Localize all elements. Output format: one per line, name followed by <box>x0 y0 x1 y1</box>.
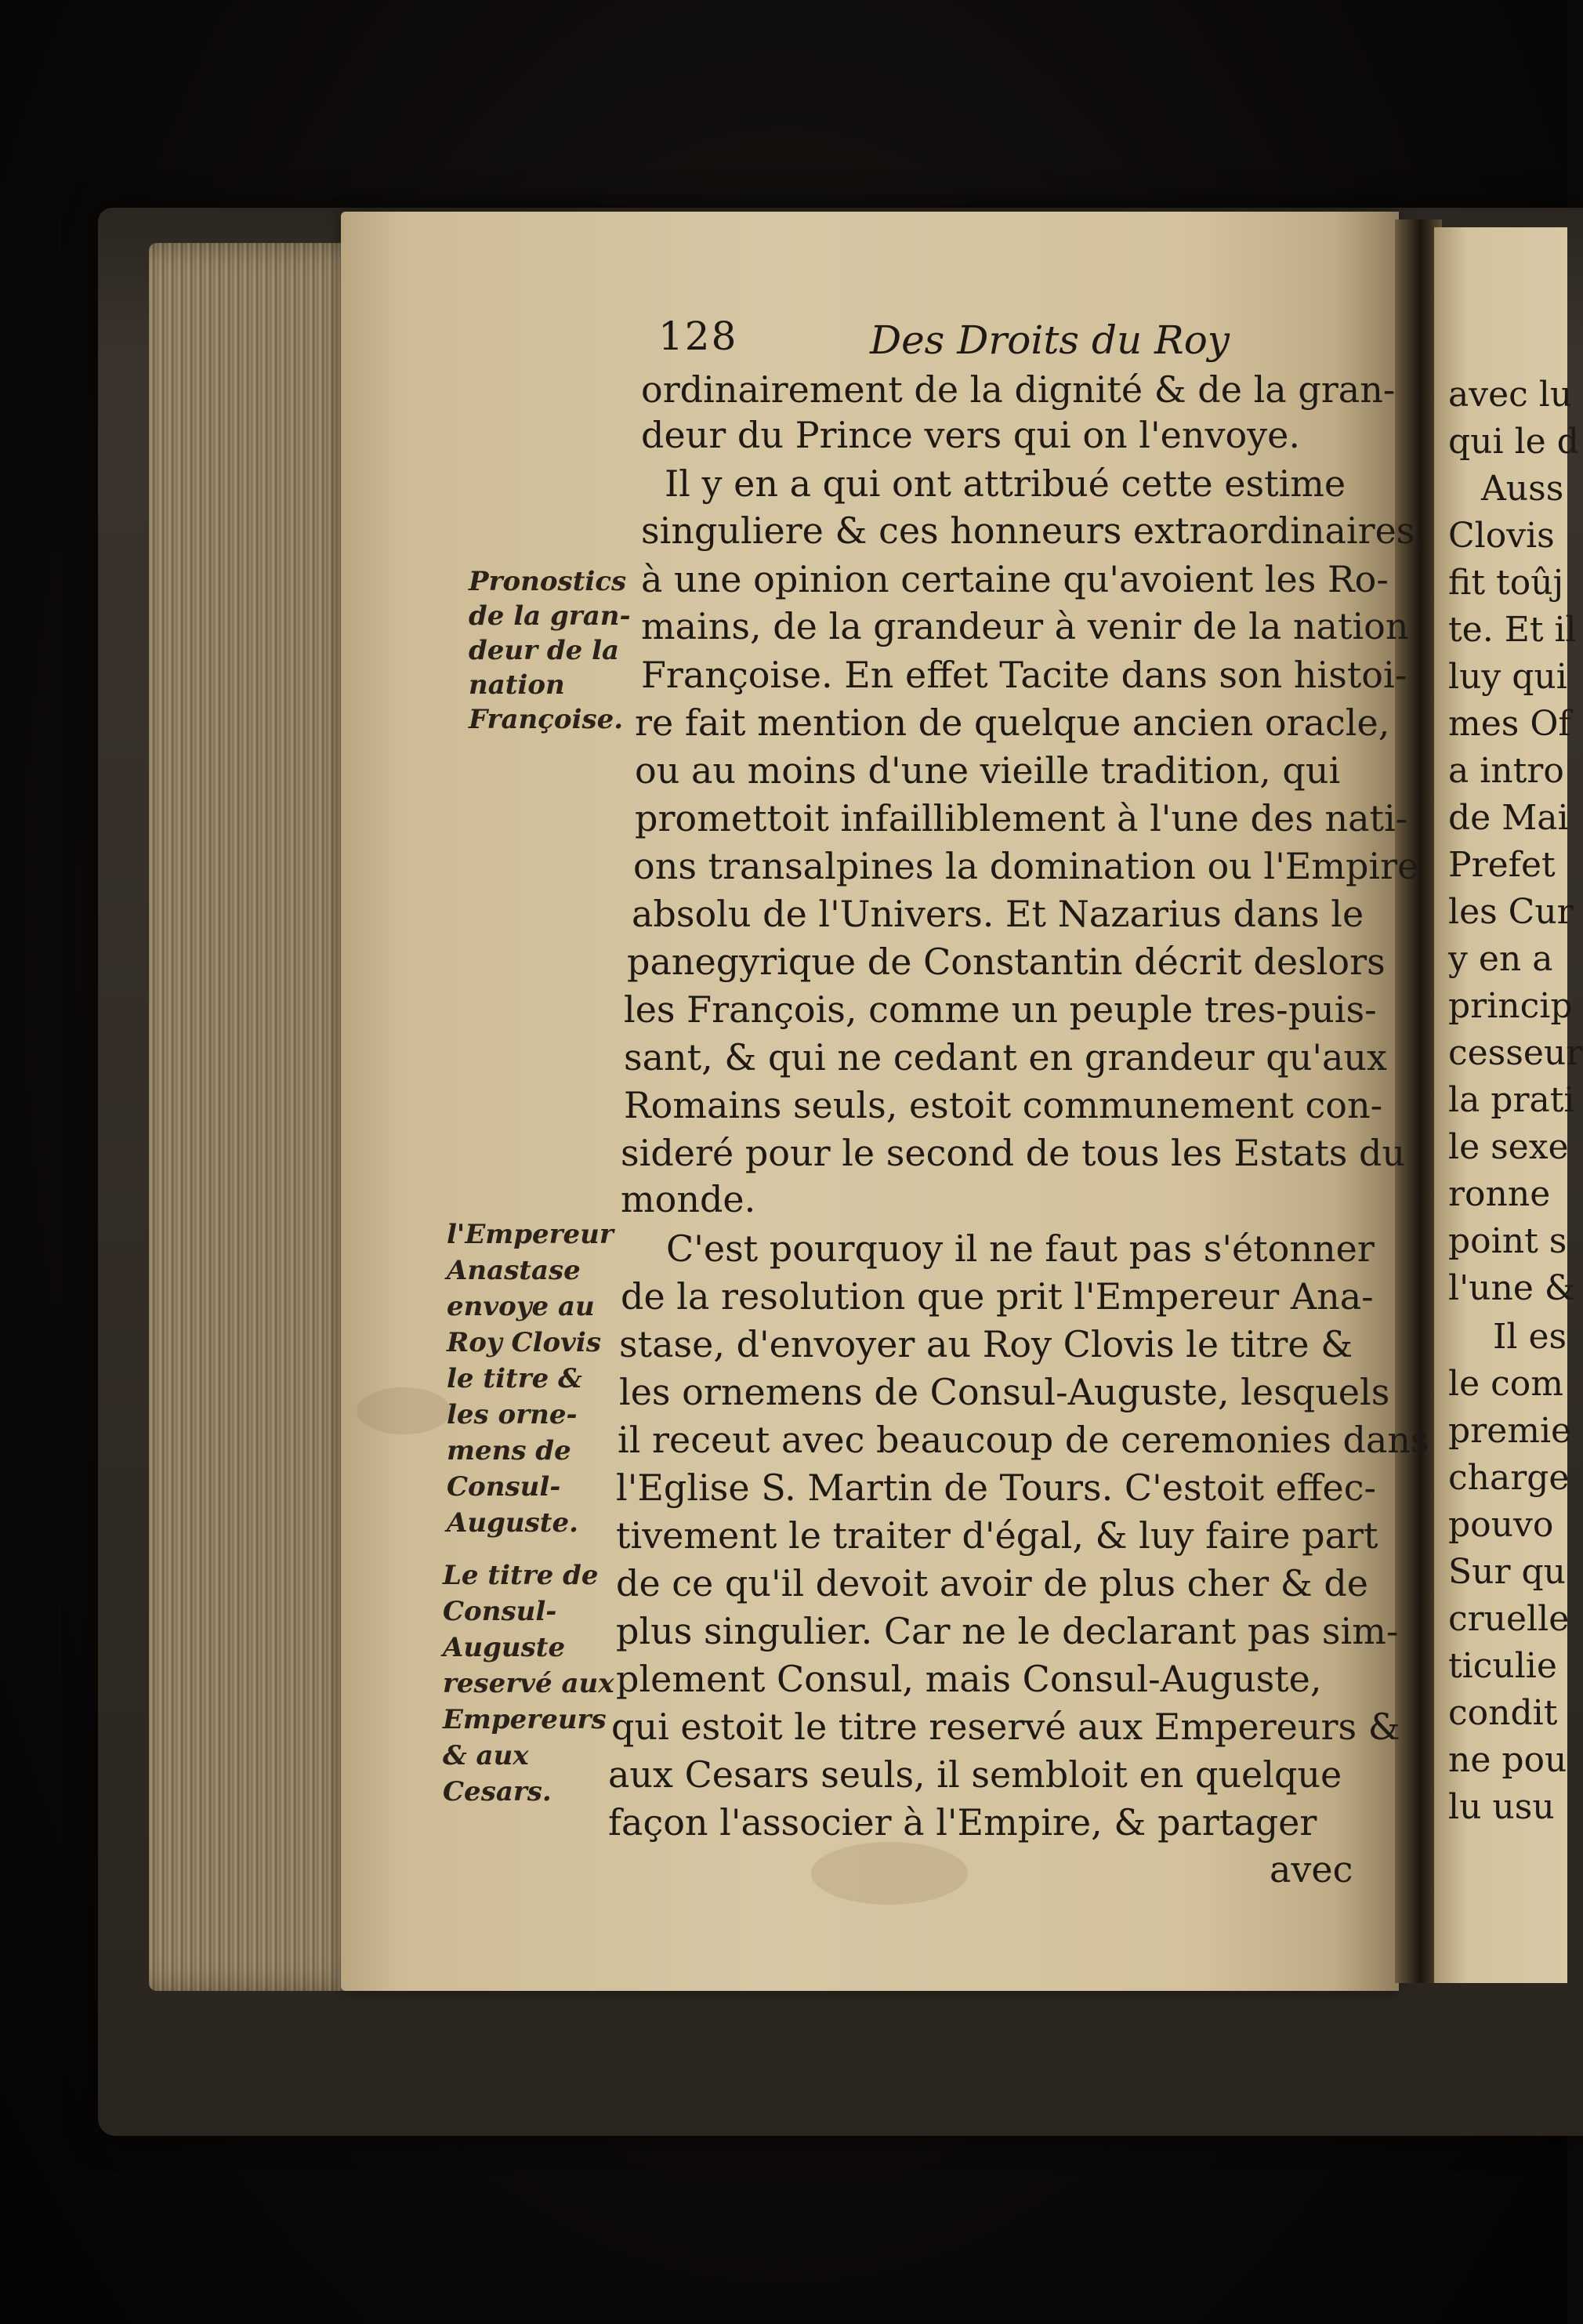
margin-note-line: Anastase <box>447 1255 581 1286</box>
margin-note-line: Empereurs <box>443 1704 607 1735</box>
margin-note-line: & aux <box>443 1740 529 1771</box>
text-line: sideré pour le second de tous les Estats du <box>621 1132 1406 1174</box>
margin-note-line: Pronostics <box>469 566 627 597</box>
margin-note-line: envoye au <box>447 1291 595 1322</box>
right-page <box>1434 227 1570 1983</box>
right-page-line: Prefet <box>1448 845 1556 885</box>
text-line: de la resolution que prit l'Empereur Ana- <box>621 1275 1374 1318</box>
margin-note-line: l'Empereur <box>447 1219 614 1250</box>
text-line: deur du Prince vers qui on l'envoye. <box>641 414 1300 456</box>
right-page-line: le sexe <box>1448 1127 1569 1167</box>
text-line: les ornemens de Consul-Auguste, lesquels <box>619 1371 1390 1413</box>
right-page-line: ne pou <box>1448 1740 1567 1780</box>
text-line: absolu de l'Univers. Et Nazarius dans le <box>632 893 1364 935</box>
text-line: stase, d'envoyer au Roy Clovis le titre & <box>619 1323 1353 1365</box>
right-page-line: qui le d <box>1448 422 1579 462</box>
right-page-line: condit <box>1448 1693 1558 1733</box>
text-line: façon l'associer à l'Empire, & partager <box>608 1801 1317 1844</box>
margin-note-line: le titre & <box>447 1363 582 1394</box>
right-page-line: ticulie <box>1448 1646 1557 1686</box>
right-page-line: point s <box>1448 1221 1567 1261</box>
right-page-line: Il es <box>1493 1317 1567 1357</box>
right-page-line: Sur qu <box>1448 1552 1567 1592</box>
right-page-line: la prati <box>1448 1080 1575 1120</box>
text-line: il receut avec beaucoup de ceremonies dans <box>618 1419 1429 1461</box>
text-line: re fait mention de quelque ancien oracle, <box>635 702 1390 744</box>
text-line: plus singulier. Car ne le declarant pas sim- <box>616 1610 1399 1652</box>
right-page-line: Clovis <box>1448 516 1555 556</box>
right-page-line: ronne <box>1448 1174 1551 1214</box>
margin-note-line: Le titre de <box>443 1560 599 1591</box>
margin-note-line: Auguste <box>443 1632 566 1663</box>
margin-note-line: deur de la <box>469 635 620 666</box>
text-line: mains, de la grandeur à venir de la nation <box>641 605 1409 647</box>
stain <box>357 1387 451 1434</box>
margin-note-line: Françoise. <box>469 704 624 735</box>
margin-note-line: Auguste. <box>447 1507 578 1539</box>
right-page-line: te. Et il <box>1448 610 1577 650</box>
right-page-line: charge <box>1448 1458 1570 1498</box>
margin-note-line: Cesars. <box>443 1776 552 1807</box>
page-number: 128 <box>658 314 738 359</box>
text-line: monde. <box>621 1178 756 1220</box>
text-line: l'Eglise S. Martin de Tours. C'estoit effec- <box>616 1467 1376 1509</box>
text-line: tivement le traiter d'égal, & luy faire part <box>616 1514 1378 1557</box>
right-page-line: princip <box>1448 986 1573 1026</box>
right-page-line: les Cur <box>1448 892 1574 932</box>
running-title: Des Droits du Roy <box>870 317 1230 363</box>
text-line: promettoit infailliblement à l'une des nati- <box>635 797 1408 839</box>
right-page-line: cruelle <box>1448 1599 1570 1639</box>
right-page-line: mes Of <box>1448 704 1571 744</box>
stain <box>811 1842 968 1905</box>
margin-note-line: les orne- <box>447 1399 578 1430</box>
text-line: Romains seuls, estoit communement con- <box>624 1084 1383 1126</box>
text-line: ordinairement de la dignité & de la gran- <box>641 368 1396 411</box>
margin-note-line: reservé aux <box>443 1668 614 1699</box>
right-page-line: l'une & <box>1448 1268 1576 1308</box>
margin-note-line: mens de <box>447 1435 571 1467</box>
right-page-line: a intro <box>1448 751 1564 791</box>
text-line: Françoise. En effet Tacite dans son histoi- <box>641 654 1407 696</box>
text-line: ou au moins d'une vieille tradition, qui <box>635 749 1341 792</box>
right-page-line: le com <box>1448 1364 1563 1404</box>
text-line: ons transalpines la domination ou l'Empire <box>633 845 1419 887</box>
right-page-line: pouvo <box>1448 1505 1554 1545</box>
text-line: les François, comme un peuple tres-puis- <box>624 988 1377 1031</box>
right-page-line: y en a <box>1448 939 1553 979</box>
text-line: qui estoit le titre reservé aux Empereurs & <box>611 1706 1400 1748</box>
margin-note-line: Consul- <box>447 1471 561 1503</box>
text-line: plement Consul, mais Consul-Auguste, <box>616 1658 1322 1700</box>
text-line: aux Cesars seuls, il sembloit en quelque <box>608 1753 1342 1796</box>
margin-note-line: Roy Clovis <box>447 1327 601 1358</box>
right-page-line: de Mai <box>1448 798 1569 838</box>
right-page-line: luy qui <box>1448 657 1567 697</box>
text-line: singuliere & ces honneurs extraordinaires, <box>641 509 1427 552</box>
margin-note-line: de la gran- <box>469 600 631 632</box>
right-page-line: avec lu <box>1448 375 1573 415</box>
right-page-line: fit toûj <box>1448 563 1564 603</box>
text-line: sant, & qui ne cedant en grandeur qu'aux <box>624 1036 1387 1079</box>
right-page-line: Auss <box>1481 469 1564 509</box>
right-page-line: cesseur <box>1448 1033 1583 1073</box>
text-line: à une opinion certaine qu'avoient les Ro- <box>641 558 1389 600</box>
margin-note-line: Consul- <box>443 1596 557 1627</box>
text-line: de ce qu'il devoit avoir de plus cher & de <box>616 1562 1369 1604</box>
text-line: Il y en a qui ont attribué cette estime <box>665 462 1346 505</box>
right-page-line: lu usu <box>1448 1787 1555 1827</box>
text-line: panegyrique de Constantin décrit deslors <box>627 941 1386 983</box>
catchword: avec <box>1270 1848 1353 1891</box>
text-line: C'est pourquoy il ne faut pas s'étonner <box>666 1227 1375 1270</box>
right-page-line: premie <box>1448 1411 1572 1451</box>
margin-note-line: nation <box>469 669 565 701</box>
